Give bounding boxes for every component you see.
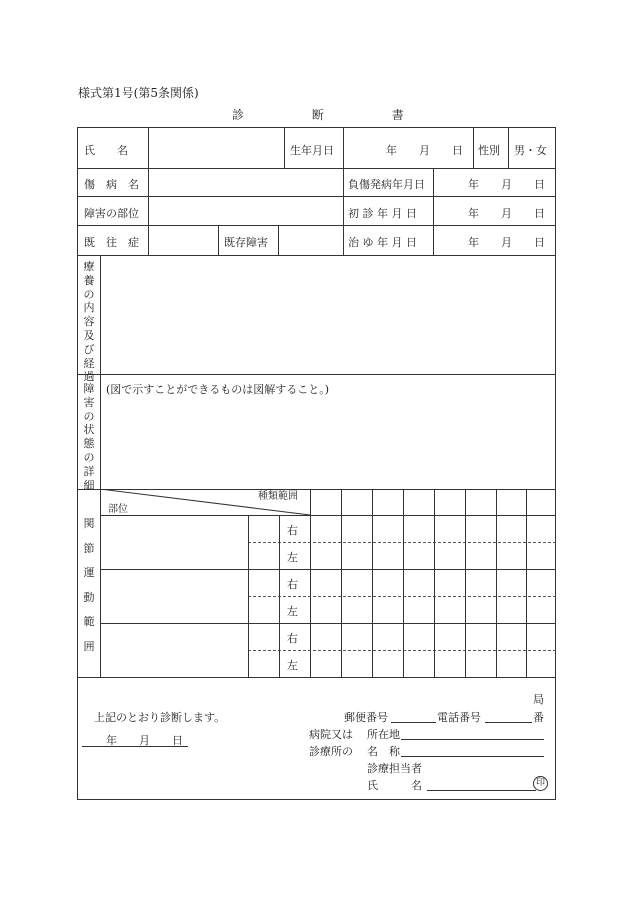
row-line [78, 196, 556, 197]
left-label: 左 [287, 659, 298, 672]
diagram-instruction: (図で示すことができるものは図解すること。) [106, 383, 330, 396]
facility-name-line [401, 756, 544, 757]
sex-options: 男・女 [514, 144, 547, 157]
right-label: 右 [287, 578, 298, 591]
postal-code-label: 郵便番号 [344, 711, 388, 724]
row-line [100, 569, 556, 570]
row-line [78, 374, 556, 375]
dashed-line [248, 650, 556, 651]
doctor-label: 診療担当者 [367, 762, 422, 775]
col-line [434, 489, 435, 677]
left-label: 左 [287, 605, 298, 618]
title-char-3: 書 [391, 108, 404, 122]
statement-text: 上記のとおり診断します。 [94, 711, 226, 724]
certificate-form [77, 127, 556, 800]
row-line [78, 255, 556, 256]
birth-date-value: 年 月 日 [386, 144, 463, 157]
first-visit-value: 年 月 日 [468, 207, 545, 220]
right-label: 右 [287, 632, 298, 645]
address-label: 所在地 [367, 728, 400, 741]
right-label: 右 [287, 524, 298, 537]
onset-date-value: 年 月 日 [468, 178, 545, 191]
col-line [279, 515, 280, 677]
col-line [248, 515, 249, 677]
phone-line [485, 722, 532, 723]
col-line [508, 128, 509, 168]
sex-label: 性別 [478, 144, 500, 157]
bureau-label: 局 [533, 693, 544, 706]
disability-part-label: 障害の部位 [84, 207, 139, 220]
col-line [284, 128, 285, 168]
row-line [78, 168, 556, 169]
col-line [100, 255, 101, 677]
disability-state-label: 障害の状態の詳細 [83, 382, 95, 492]
title-char-2: 断 [311, 108, 324, 122]
seal-mark: 印 [533, 776, 548, 791]
col-line [343, 128, 344, 255]
row-line [78, 677, 556, 678]
col-line [496, 489, 497, 677]
form-number-label: 様式第1号(第5条関係) [78, 86, 199, 100]
col-line [310, 489, 311, 677]
date-underline [82, 746, 188, 747]
left-label: 左 [287, 551, 298, 564]
facility-name-label: 名 称 [367, 745, 400, 758]
name-label: 氏 名 [84, 144, 128, 157]
joint-range-label: 関節運動範囲 [83, 517, 95, 653]
cure-date-value: 年 月 日 [468, 236, 545, 249]
dashed-line [248, 542, 556, 543]
first-visit-label: 初 診 年 月 日 [348, 207, 417, 220]
title-char-1: 診 [232, 108, 245, 122]
col-line [372, 489, 373, 677]
row-line [78, 225, 556, 226]
statement-date: 年 月 日 [106, 734, 183, 747]
ban-label: 番 [533, 711, 544, 724]
col-line [148, 128, 149, 168]
col-line [278, 225, 279, 255]
medical-history-label: 既 往 症 [84, 236, 139, 249]
hospital-label-2: 診療所の [309, 745, 353, 758]
hospital-label-1: 病院又は [309, 728, 353, 741]
phone-label: 電話番号 [437, 711, 481, 724]
part-label: 部位 [108, 504, 128, 515]
doctor-name-label: 氏 名 [367, 779, 422, 792]
existing-disability-label: 既存障害 [224, 236, 268, 249]
doctor-name-line [427, 790, 536, 791]
postal-code-line [391, 722, 436, 723]
col-line [526, 489, 527, 677]
document-title [232, 106, 468, 123]
onset-date-label: 負傷発病年月日 [348, 178, 425, 191]
col-line [473, 128, 474, 168]
type-range-label: 種類範囲 [258, 491, 298, 502]
cure-date-label: 治 ゆ 年 月 日 [348, 236, 417, 249]
col-line [218, 225, 219, 255]
col-line [148, 168, 149, 255]
col-line [341, 489, 342, 677]
birth-date-label: 生年月日 [290, 144, 334, 157]
col-line [465, 489, 466, 677]
injury-label: 傷 病 名 [84, 178, 139, 191]
col-line [433, 168, 434, 255]
treatment-label: 療養の内容及び経過 [83, 260, 95, 384]
address-line [401, 739, 544, 740]
dashed-line [248, 596, 556, 597]
col-line [403, 489, 404, 677]
row-line [100, 623, 556, 624]
